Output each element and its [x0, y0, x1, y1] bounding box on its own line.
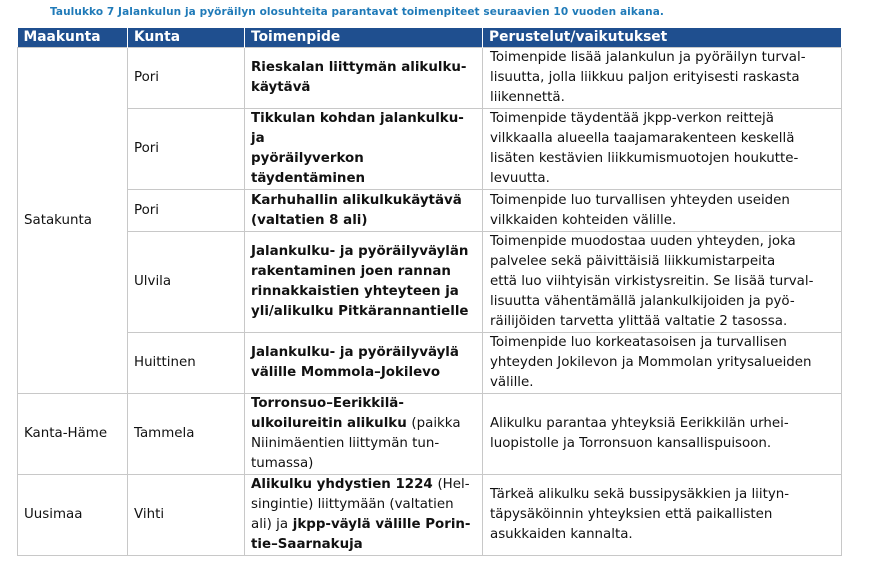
text-line: Toimenpide luo korkeatasoisen ja turvallisen: [490, 335, 787, 350]
table-row: [18, 48, 842, 109]
text-line: välille Mommola–Jokilevo: [251, 365, 441, 380]
text-line: Jalankulku- ja pyöräilyväylän: [251, 244, 469, 259]
text-line: Toimenpide luo turvallisen yhteyden useiden: [490, 192, 790, 208]
text-line: liikennettä.: [490, 90, 565, 105]
text-line: Alikulku parantaa yhteyksiä Eerikkilän urhei-: [490, 416, 789, 431]
text-line: yhteyden Jokilevon ja Mommolan yritysalueiden: [490, 355, 812, 370]
cell-toimenpide: [245, 394, 483, 475]
cell-toimenpide: [245, 190, 483, 232]
cell-perustelut: [483, 333, 842, 394]
text-line: Toimenpide lisää jalankulun ja pyöräilyn turval-: [490, 50, 806, 65]
cell-toimenpide: [245, 109, 483, 190]
text-line: Rieskalan liittymän alikulku-: [251, 60, 467, 75]
cell-perustelut: [483, 190, 842, 232]
text-line: Tikkulan kohdan jalankulku- ja: [251, 111, 464, 146]
table-row: [18, 333, 842, 394]
cell-kunta: Huittinen: [128, 333, 245, 394]
text-line: (paikka Niinimäentien liittymän tun-: [251, 416, 461, 451]
table-row: [18, 475, 842, 556]
cell-kunta: Pori: [128, 190, 245, 232]
cell-perustelut: [483, 232, 842, 333]
text-line: levuutta.: [490, 171, 550, 186]
text-line: välille.: [490, 375, 534, 390]
text-line: Karhuhallin alikulkukäytävä: [251, 192, 462, 208]
text-line: lisäten kestävien liikkumismuotojen houkutte-: [490, 151, 799, 166]
text-line: Alikulku yhdystien 1224: [251, 477, 433, 492]
cell-toimenpide: [245, 48, 483, 109]
text-line: Toimenpide muodostaa uuden yhteyden, joka: [490, 234, 796, 249]
text-line: (Hel-singintie) liittymään (valtatien: [251, 477, 470, 512]
text-line: rinnakkaistien yhteyteen ja: [251, 284, 459, 299]
cell-perustelut: [483, 109, 842, 190]
text-line: käytävä: [251, 80, 311, 95]
cell-maakunta: Uusimaa: [18, 475, 128, 556]
text-line: vilkkaalla alueella taajamarakenteen keskellä: [490, 131, 795, 146]
cell-maakunta: Satakunta: [18, 48, 128, 394]
text-line: tumassa): [251, 456, 314, 471]
text-line: että luo viihtyisän virkistysreitin. Se lisää turval-: [490, 274, 814, 289]
text-line: pyöräilyverkon täydentäminen: [251, 151, 366, 186]
cell-kunta: Vihti: [128, 475, 245, 556]
text-line: räilijöiden tarvetta ylittää valtatie 2 tasossa.: [490, 314, 788, 329]
table-caption: Taulukko 7 Jalankulun ja pyöräilyn olosuhteita parantavat toimenpiteet seuraavien 10 vuoden aikana.: [50, 6, 664, 18]
header-kunta: Kunta: [128, 28, 245, 48]
header-maakunta: Maakunta: [18, 28, 128, 48]
table-row: [18, 109, 842, 190]
text-line: vilkkaiden kohteiden välille.: [490, 212, 677, 228]
text-line: lisuutta, jolla liikkuu paljon erityisesti raskasta: [490, 70, 800, 85]
text-line: rakentaminen joen rannan: [251, 264, 451, 279]
cell-toimenpide: [245, 232, 483, 333]
cell-toimenpide: [245, 333, 483, 394]
table-row: [18, 190, 842, 232]
cell-perustelut: [483, 394, 842, 475]
cell-toimenpide: [245, 475, 483, 556]
cell-kunta: Ulvila: [128, 232, 245, 333]
cell-perustelut: [483, 48, 842, 109]
text-line: täpysäköinnin yhteyksien että paikallisten: [490, 507, 773, 522]
header-toimenpide: Toimenpide: [245, 28, 483, 48]
text-line: jkpp-väylä välille Porin-tie–Saarnakuja: [251, 517, 471, 552]
text-line: ali) ja: [251, 517, 289, 532]
header-perustelut: Perustelut/vaikutukset: [483, 28, 842, 48]
text-line: (valtatien 8 ali): [251, 212, 368, 228]
text-line: yli/alikulku Pitkärannantielle: [251, 304, 469, 319]
table-header-row: [18, 28, 842, 48]
measures-table: [17, 28, 842, 556]
text-line: Torronsuo–Eerikkilä-: [251, 396, 404, 411]
text-line: Jalankulku- ja pyöräilyväylä: [251, 345, 459, 360]
cell-kunta: Tammela: [128, 394, 245, 475]
text-line: Toimenpide täydentää jkpp-verkon reittejä: [490, 111, 774, 126]
cell-maakunta: Kanta-Häme: [18, 394, 128, 475]
cell-kunta: Pori: [128, 109, 245, 190]
text-line: ulkoilureitin alikulku: [251, 416, 407, 431]
cell-perustelut: [483, 475, 842, 556]
cell-kunta: Pori: [128, 48, 245, 109]
text-line: lisuutta vähentämällä jalankulkijoiden ja pyö-: [490, 294, 795, 309]
text-line: palvelee sekä päivittäisiä liikkumistarpeita: [490, 254, 776, 269]
text-line: asukkaiden kannalta.: [490, 527, 633, 542]
text-line: luopistolle ja Torronsuon kansallispuisoon.: [490, 436, 772, 451]
text-line: Tärkeä alikulku sekä bussipysäkkien ja liityn-: [490, 487, 790, 502]
table-row: [18, 232, 842, 333]
table-row: [18, 394, 842, 475]
